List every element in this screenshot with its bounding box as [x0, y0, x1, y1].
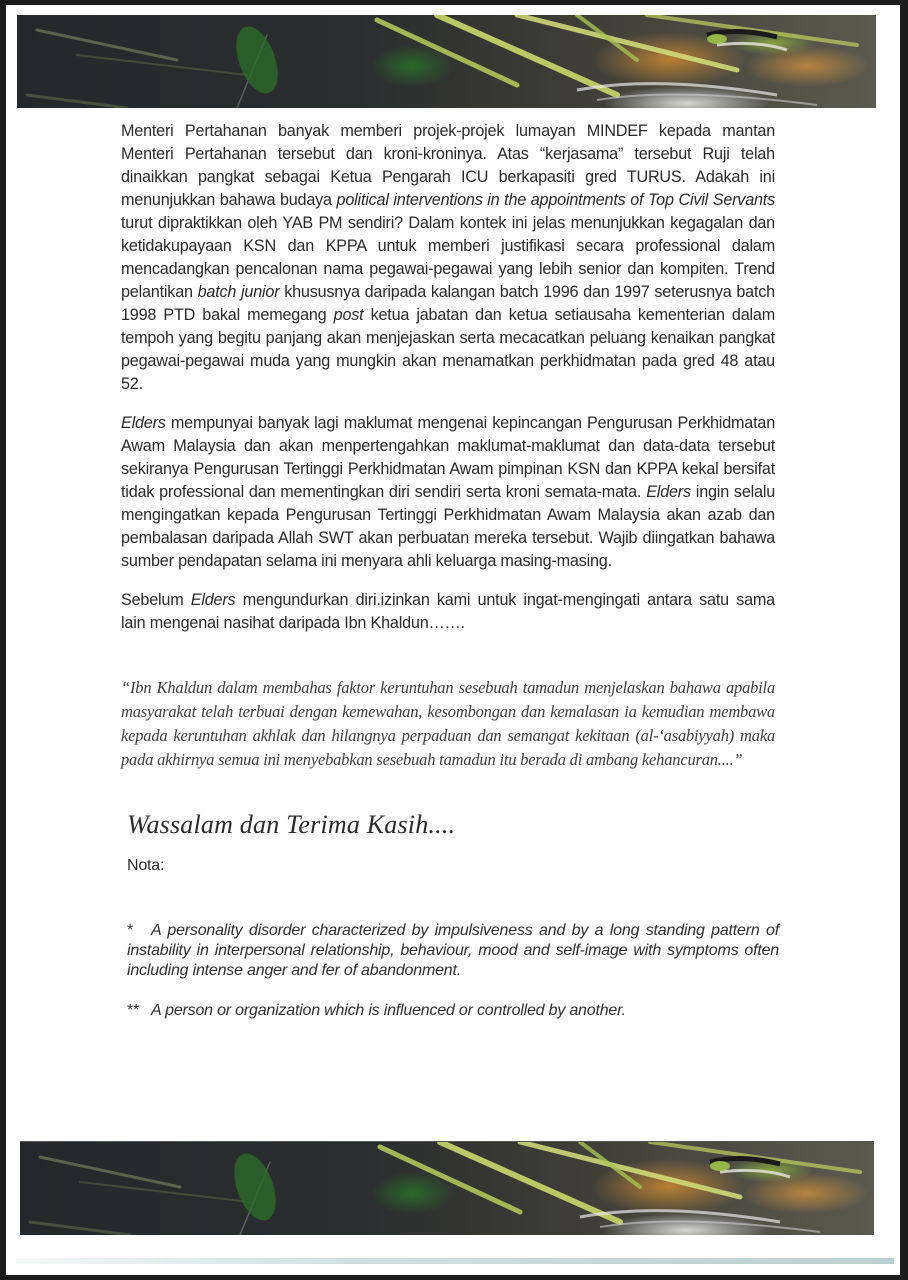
footnote-2 — [127, 1001, 779, 1021]
footnote-1 — [127, 921, 779, 981]
italic-segment: Elders — [121, 414, 166, 432]
italic-segment: batch junior — [197, 283, 280, 301]
top-banner-image — [17, 15, 876, 108]
tiger-grass-illustration-icon — [17, 15, 876, 108]
text-segment: mempunyai banyak lagi maklumat mengenai kepincangan Pengurusan Perkhidmatan Awam Malaysia dan akan menpertengahkan maklumat-maklumat dan data-data tersebut sekiranya Pengurusan Tertinggi Perkhidmatan Awam pimpinan KSN dan KPPA kekal bersifat tidak professional dan mementingkan diri sendiri serta kroni semata-mata. — [121, 414, 775, 501]
closing-salutation: Wassalam dan Terima Kasih.... — [127, 810, 456, 839]
bottom-banner-image — [20, 1141, 874, 1235]
nota-label: Nota: — [127, 857, 165, 874]
text-segment: ingin selalu mengingatkan kepada Pengurusan Tertinggi Perkhidmatan Awam Malaysia akan azab dan pembalasan daripada Allah SWT akan perbuatan mereka tersebut. Wajib diingatkan bahawa sumber pendapatan selama ini menyara ahli keluarga masing-masing. — [121, 483, 776, 570]
paragraph-1 — [121, 120, 775, 396]
footnote-text: A personality disorder characterized by impulsiveness and by a long standing pattern of instability in interpersonal relationship, behaviour, mood and self-image with symptoms often including intense anger and fer of abandonment. — [127, 922, 779, 979]
text-segment: ketua jabatan dan ketua setiausaha kementerian dalam tempoh yang begitu panjang akan menjejaskan serta mecacatkan peluang kenaikan pangkat pegawai-pegawai muda yang mungkin akan menamatkan perkhidmatan pada gred 48 atau 52. — [121, 306, 775, 393]
italic-segment: Elders — [646, 483, 691, 501]
italic-segment: Elders — [190, 591, 236, 609]
document-body — [121, 120, 779, 1041]
italic-segment: political interventions in the appointments of Top Civil Servants — [336, 191, 775, 209]
document-page — [6, 5, 900, 1275]
footnote-marker: * — [127, 922, 134, 939]
text-segment: turut dipraktikkan oleh YAB PM sendiri? Dalam kontek ini jelas menunjukkan kegagalan dan ketidakupayaan KSN dan KPPA untuk memberi justifikasi secara professional dalam mencadangkan pencalonan nama pegawai-pegawai yang lebih senior dan kompiten. Trend pelantikan — [121, 214, 775, 301]
text-segment: Menteri Pertahanan banyak memberi projek-projek lumayan MINDEF kepada mantan Menteri Pertahanan tersebut dan kroni-kroninya. Atas “kerjasama” tersebut Ruji telah dinaikkan pangkat sebagai Ketua Pengarah ICU berkapasiti gred TURUS. Adakah ini menunjukkan bahawa budaya — [121, 122, 775, 209]
page-bottom-edge — [16, 1258, 894, 1264]
text-segment: khususnya daripada kalangan batch 1996 dan 1997 seterusnya batch 1998 PTD bakal memegang — [121, 283, 775, 324]
italic-segment: post — [333, 306, 364, 324]
footnotes — [127, 921, 779, 1021]
footnote-marker: ** — [127, 1002, 140, 1019]
text-segment: Sebelum — [121, 591, 191, 609]
tiger-grass-illustration-icon — [20, 1142, 874, 1235]
paragraph-2 — [121, 412, 775, 573]
footnote-text: A person or organization which is influenced or controlled by another. — [151, 1002, 626, 1019]
paragraph-3 — [121, 589, 775, 635]
ibn-khaldun-quote: “Ibn Khaldun dalam membahas faktor keruntuhan sesebuah tamadun menjelaskan bahawa apabila masyarakat telah terbuai dengan kemewahan, kesombongan dan kemalasan ia kemudian membawa kepada keruntuhan akhlak dan hilangnya perpaduan dan semangat kekitaan (al-‘asabiyyah) maka pada akhirnya semua ini menyebabkan sesebuah tamadun itu berada di ambang kehancuran....” — [121, 678, 775, 769]
text-segment: mengundurkan diri.izinkan kami untuk ingat-mengingati antara satu sama lain mengenai nasihat daripada Ibn Khaldun……. — [121, 591, 775, 632]
